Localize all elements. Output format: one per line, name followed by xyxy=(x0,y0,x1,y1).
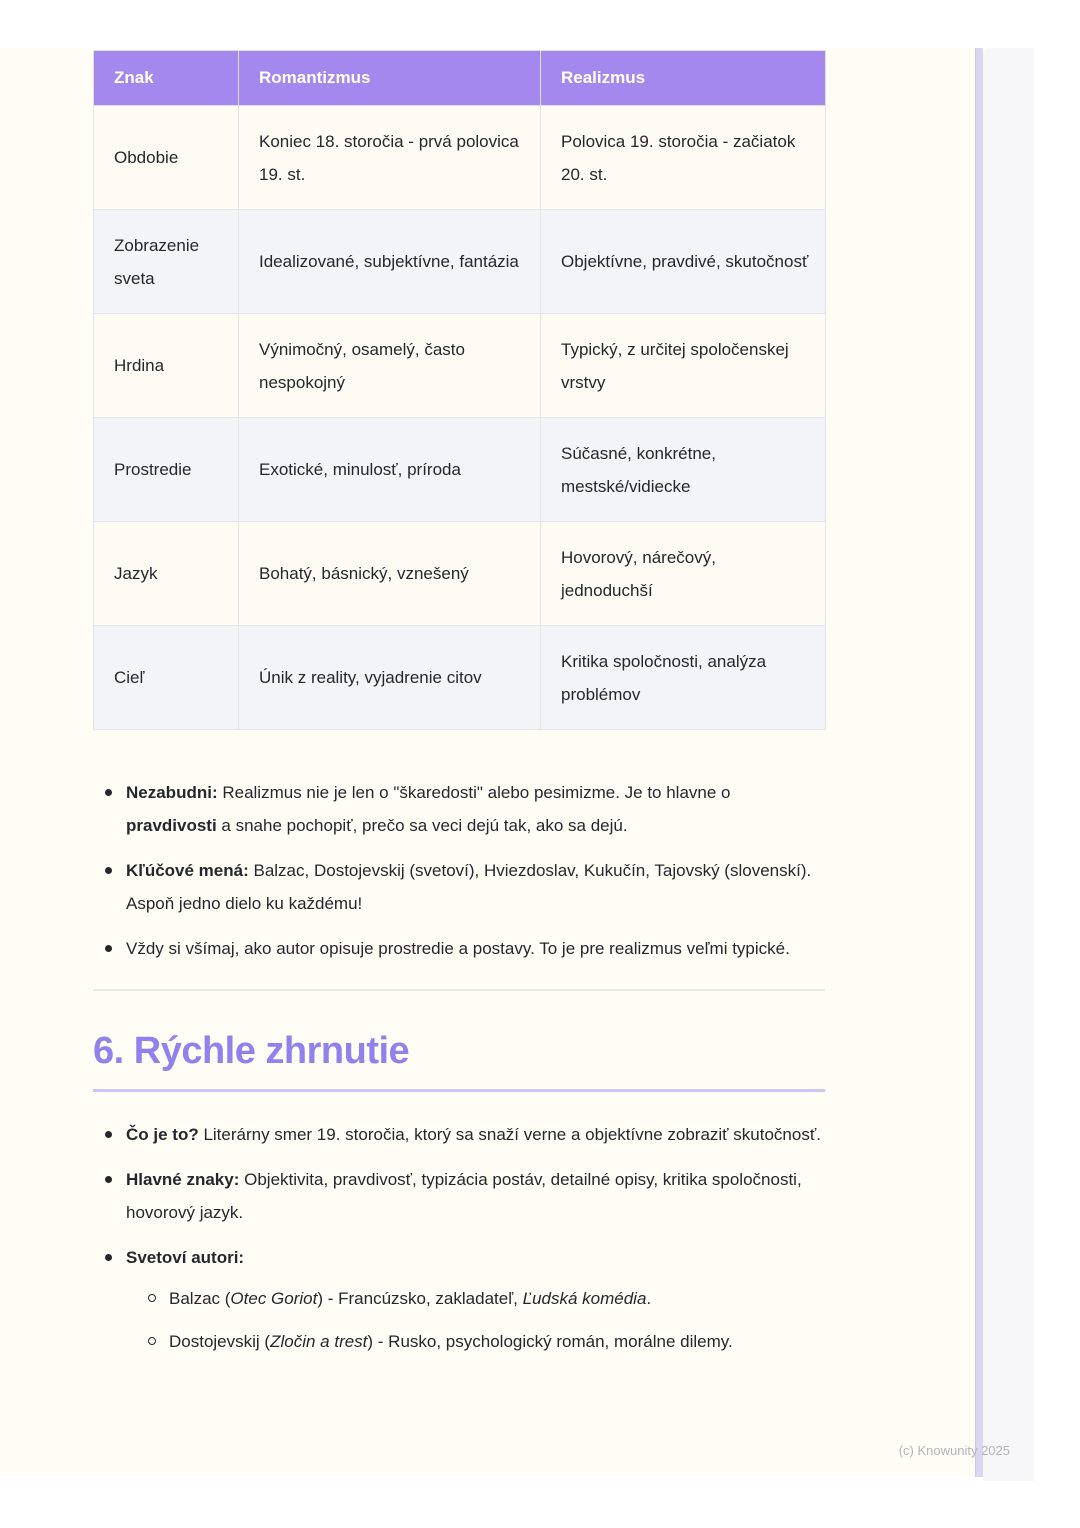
table-cell: Hovorový, nárečový, jednoduchší xyxy=(541,522,826,626)
copyright-text: (c) Knowunity 2025 xyxy=(898,1443,1010,1458)
text-segment: Otec Goriot xyxy=(230,1289,318,1308)
list-item-text xyxy=(126,1241,825,1368)
text-segment: ) - Rusko, psychologický román, morálne dilemy. xyxy=(367,1332,733,1351)
bullet-icon xyxy=(105,776,126,842)
table-cell: Objektívne, pravdivé, skutočnosť xyxy=(541,210,826,314)
table-header-cell: Znak xyxy=(94,51,239,106)
text-segment: a snahe pochopiť, prečo sa veci dejú tak, ako sa dejú. xyxy=(216,816,628,835)
table-cell: Súčasné, konkrétne, mestské/vidiecke xyxy=(541,418,826,522)
document-page xyxy=(0,48,975,1476)
text-segment: Svetoví autori: xyxy=(126,1248,245,1267)
table-row xyxy=(94,210,826,314)
table-row xyxy=(94,626,826,730)
table-cell: Koniec 18. storočia - prvá polovica 19. st. xyxy=(239,106,541,210)
text-segment: Literárny smer 19. storočia, ktorý sa snaží verne a objektívne zobraziť skutočnosť. xyxy=(198,1125,821,1144)
sub-list-item-text xyxy=(169,1325,825,1358)
table-header-cell: Realizmus xyxy=(541,51,826,106)
table-cell: Výnimočný, osamelý, často nespokojný xyxy=(239,314,541,418)
summary-list xyxy=(93,1118,825,1368)
list-item-text xyxy=(126,1118,825,1151)
row-label-cell: Prostredie xyxy=(94,418,239,522)
bullet-icon xyxy=(105,932,126,965)
list-item-text xyxy=(126,854,825,920)
table-cell: Únik z reality, vyjadrenie citov xyxy=(239,626,541,730)
text-segment: . xyxy=(646,1289,652,1308)
circle-bullet-icon xyxy=(148,1282,169,1315)
comparison-table xyxy=(93,50,826,730)
scrollbar[interactable] xyxy=(975,48,983,1477)
text-segment: Objektivita, pravdivosť, typizácia postáv, detailné opisy, kritika spoločnosti, hovorový jazyk. xyxy=(126,1170,802,1222)
list-item-text xyxy=(126,1163,825,1229)
text-segment: Realizmus nie je len o "škaredosti" alebo pesimizme. Je to hlavne o xyxy=(217,783,731,802)
list-item xyxy=(105,1163,825,1229)
table-row xyxy=(94,314,826,418)
section-heading: 6. Rýchle zhrnutie xyxy=(93,1030,410,1072)
list-item xyxy=(105,776,825,842)
table-cell: Bohatý, básnický, vznešený xyxy=(239,522,541,626)
circle-bullet-icon xyxy=(148,1325,169,1358)
table-cell: Kritika spoločnosti, analýza problémov xyxy=(541,626,826,730)
heading-underline-rule xyxy=(93,1089,825,1092)
page-content xyxy=(93,48,825,1380)
table-header-cell: Romantizmus xyxy=(239,51,541,106)
list-item-text xyxy=(126,932,825,965)
row-label-cell: Zobrazenie sveta xyxy=(94,210,239,314)
row-label-cell: Cieľ xyxy=(94,626,239,730)
text-segment: Kľúčové mená: xyxy=(126,861,249,880)
list-item xyxy=(105,1241,825,1368)
text-segment: Hlavné znaky: xyxy=(126,1170,240,1189)
text-segment: Dostojevskij ( xyxy=(169,1332,271,1351)
notes-list xyxy=(93,776,825,965)
list-item xyxy=(105,1118,825,1151)
bullet-icon xyxy=(105,1241,126,1368)
table-row xyxy=(94,522,826,626)
text-segment: pravdivosti xyxy=(126,816,217,835)
row-label-cell: Jazyk xyxy=(94,522,239,626)
bullet-icon xyxy=(105,1163,126,1229)
table-cell: Polovica 19. storočia - začiatok 20. st. xyxy=(541,106,826,210)
table-row xyxy=(94,106,826,210)
sub-list xyxy=(148,1282,825,1358)
bullet-icon xyxy=(105,1118,126,1151)
table-row xyxy=(94,418,826,522)
list-item xyxy=(105,932,825,965)
text-segment: Vždy si všímaj, ako autor opisuje prostredie a postavy. To je pre realizmus veľmi typické. xyxy=(126,939,790,958)
right-panel-edge xyxy=(983,48,1034,1481)
sub-list-item xyxy=(148,1325,825,1358)
list-item xyxy=(105,854,825,920)
text-segment: Čo je to? xyxy=(126,1125,199,1144)
text-segment: Balzac ( xyxy=(169,1289,231,1308)
table-cell: Typický, z určitej spoločenskej vrstvy xyxy=(541,314,826,418)
text-segment: Ľudská komédia xyxy=(522,1289,647,1308)
sub-list-item xyxy=(148,1282,825,1315)
text-segment: Balzac, Dostojevskij (svetoví), Hviezdoslav, Kukučín, Tajovský (slovenskí). Aspoň jedno dielo ku každému! xyxy=(126,861,812,913)
text-segment: Zločin a trest xyxy=(270,1332,368,1351)
table-header-row xyxy=(94,51,826,106)
section-divider xyxy=(93,989,825,991)
sub-list-item-text xyxy=(169,1282,825,1315)
table-header-row xyxy=(94,51,826,106)
text-segment: ) - Francúzsko, zakladateľ, xyxy=(317,1289,523,1308)
bullet-icon xyxy=(105,854,126,920)
text-segment: Nezabudni: xyxy=(126,783,218,802)
list-item-text xyxy=(126,776,825,842)
table-cell: Idealizované, subjektívne, fantázia xyxy=(239,210,541,314)
row-label-cell: Obdobie xyxy=(94,106,239,210)
table-cell: Exotické, minulosť, príroda xyxy=(239,418,541,522)
row-label-cell: Hrdina xyxy=(94,314,239,418)
table-body xyxy=(94,106,826,730)
